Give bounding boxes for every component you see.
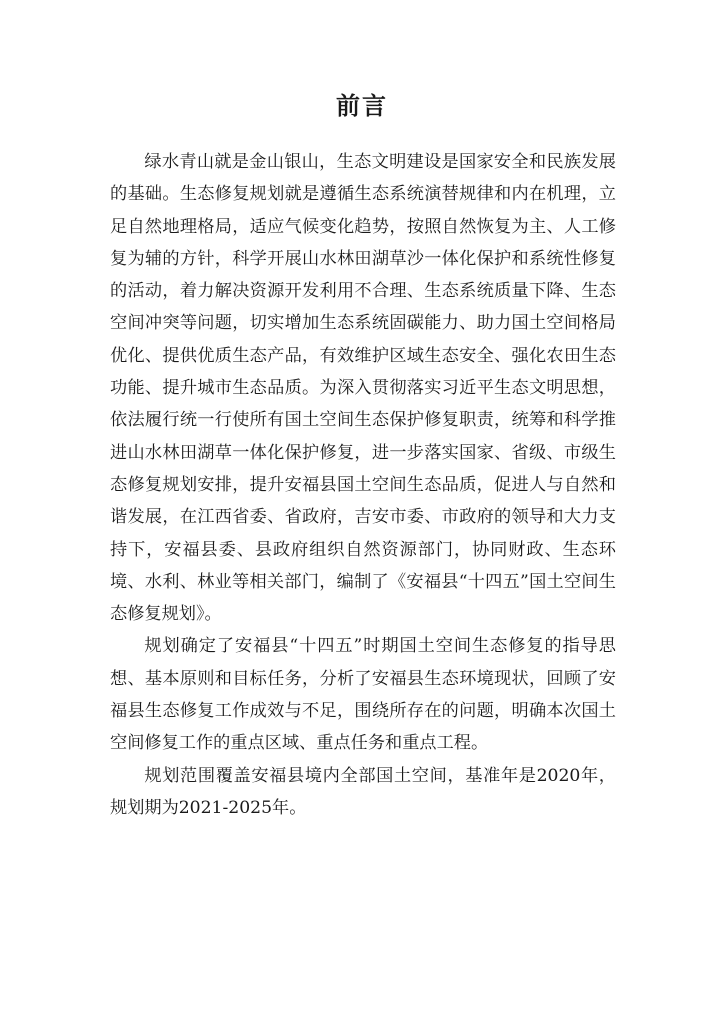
paragraph-content-summary: 规划确定了安福县“十四五”时期国土空间生态修复的指导思想、基本原则和目标任务，分析了安福县生态环境现状，回顾了安福县生态修复工作成效与不足，围绕所存在的问题，明确本次国土空间修复工作的重点区域、重点任务和重点工程。	[110, 636, 616, 754]
paragraph-scope: 规划范围覆盖安福县境内全部国土空间，基准年是2020年，规划期为2021-2025年。	[110, 765, 616, 818]
preface-body	[110, 146, 616, 824]
page-title: 前言	[336, 92, 388, 120]
paragraph-intro: 绿水青山就是金山银山，生态文明建设是国家安全和民族发展的基础。生态修复规划就是遵循生态系统演替规律和内在机理，立足自然地理格局，适应气候变化趋势，按照自然恢复为主、人工修复为辅的方针，科学开展山水林田湖草沙一体化保护和系统性修复的活动，着力解决资源开发利用不合理、生态系统质量下降、生态空间冲突等问题，切实增加生态系统固碳能力、助力国土空间格局优化、提供优质生态产品，有效维护区域生态安全、强化农田生态功能、提升城市生态品质。为深入贯彻落实习近平生态文明思想，依法履行统一行使所有国土空间生态保护修复职责，统筹和科学推进山水林田湖草一体化保护修复，进一步落实国家、省级、市级生态修复规划安排，提升安福县国土空间生态品质，促进人与自然和谐发展，在江西省委、省政府，吉安市委、市政府的领导和大力支持下，安福县委、县政府组织自然资源部门，协同财政、生态环境、水利、林业等相关部门，编制了《安福县“十四五”国土空间生态修复规划》。	[110, 152, 616, 625]
